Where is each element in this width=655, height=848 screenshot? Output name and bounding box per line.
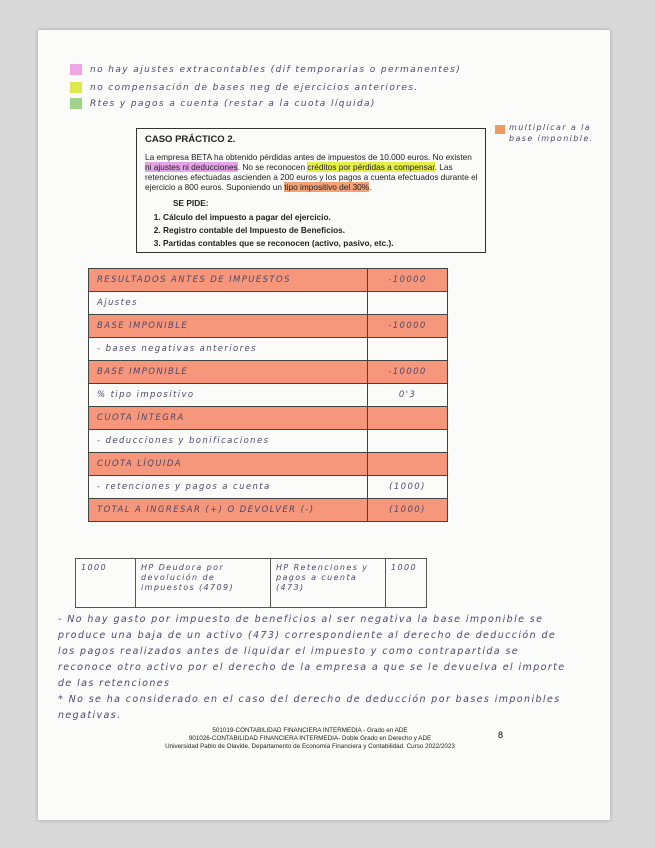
row-value: 0'3 (368, 384, 448, 407)
highlight-orange: tipo impositivo del 30% (284, 182, 370, 192)
row-label: BASE IMPONIBLE (89, 315, 368, 338)
pink-swatch-icon (70, 64, 82, 75)
table-row (89, 361, 448, 384)
table-row (89, 499, 448, 522)
debit-account: HP Deudora por devolución de impuestos (4709) (136, 559, 271, 607)
table-row (89, 430, 448, 453)
table-row (89, 476, 448, 499)
statement-text: La empresa BETA ha obtenido pérdidas antes de impuestos de 10.000 euros. No existen (145, 152, 472, 162)
credit-amount: 1000 (391, 563, 417, 572)
row-label: - deducciones y bonificaciones (89, 430, 368, 453)
case-statement (145, 152, 479, 192)
legend-text: no hay ajustes extracontables (dif temporarias o permanentes) (90, 64, 462, 75)
note-paragraph: - No hay gasto por impuesto de beneficios al ser negativa la base imponible se produce una baja de un activo (473) correspondiente al derecho de deducción de los pagos realizados antes de liquidar el impuesto y como contrapartida se reconoce otro activo por el derecho de la empresa a que se le devuelva el importe de las retenciones (58, 614, 566, 689)
credit-account: HP Retenciones y pagos a cuenta (473) (271, 559, 386, 607)
row-label: Ajustes (89, 292, 368, 315)
table-row (89, 453, 448, 476)
side-note: multiplicar a la base imponible. (509, 123, 594, 143)
row-label: BASE IMPONIBLE (89, 361, 368, 384)
row-value: -10000 (368, 315, 448, 338)
journal-entry (75, 558, 427, 608)
row-label: TOTAL A INGRESAR (+) O DEVOLVER (-) (89, 499, 368, 522)
legend-item-3 (70, 98, 376, 109)
table-row (89, 292, 448, 315)
page-footer (135, 727, 485, 751)
footer-line: Universidad Pablo de Olavide. Departamento de Economía Financiera y Contabilidad. Curso 2022/2023 (165, 743, 455, 750)
table-row (89, 338, 448, 361)
table-row (89, 269, 448, 292)
row-value (368, 453, 448, 476)
row-value: -10000 (368, 269, 448, 292)
row-label: - bases negativas anteriores (89, 338, 368, 361)
legend-text: no compensación de bases neg de ejercicios anteriores. (90, 82, 419, 93)
legend-item-1 (70, 64, 461, 75)
row-label: RESULTADOS ANTES DE IMPUESTOS (89, 269, 368, 292)
legend-text: Rtes y pagos a cuenta (restar a la cuota líquida) (90, 98, 376, 109)
case-title: CASO PRÁCTICO 2. (145, 134, 236, 145)
row-label: CUOTA ÍNTEGRA (89, 407, 368, 430)
legend-item-2 (70, 82, 419, 93)
note-footnote: * No se ha considerado en el caso del derecho de deducción por bases imponibles negativas. (58, 694, 561, 721)
task-item: 2. Registro contable del Impuesto de Beneficios. (163, 225, 479, 235)
row-value (368, 407, 448, 430)
statement-text: . Las retenciones efectuadas ascienden a 200 euros y los pagos a cuenta efectuados durante el ejercicio a 800 euros. Suponiendo un (145, 162, 478, 192)
row-value (368, 430, 448, 453)
row-label: % tipo impositivo (89, 384, 368, 407)
task-item: 3. Partidas contables que se reconocen (activo, pasivo, etc.). (163, 238, 479, 248)
row-value: (1000) (368, 476, 448, 499)
footer-line: 501019-CONTABILIDAD FINANCIERA INTERMEDIA - Grado en ADE (212, 727, 408, 734)
tax-calculation-table (88, 268, 448, 522)
table-row (89, 315, 448, 338)
row-value: (1000) (368, 499, 448, 522)
row-label: - retenciones y pagos a cuenta (89, 476, 368, 499)
statement-text: . No se reconocen (237, 162, 308, 172)
yellow-swatch-icon (70, 82, 82, 93)
table-row (89, 384, 448, 407)
row-value: -10000 (368, 361, 448, 384)
task-item: 1. Cálculo del impuesto a pagar del ejercicio. (163, 212, 479, 222)
row-label: CUOTA LÍQUIDA (89, 453, 368, 476)
handwritten-notes (58, 612, 578, 724)
footer-line: 901026-CONTABILIDAD FINANCIERA INTERMEDIA- Doble Grado en Derecho y ADE (188, 735, 432, 742)
page-number: 8 (498, 730, 504, 740)
table-row (89, 407, 448, 430)
statement-text: . (369, 182, 372, 192)
row-value (368, 292, 448, 315)
case-box (136, 128, 486, 253)
highlight-yellow: créditos por pérdidas a compensar (307, 162, 435, 172)
highlight-pink: ni ajustes ni deducciones (145, 162, 238, 172)
row-value (368, 338, 448, 361)
task-list (145, 212, 479, 248)
green-swatch-icon (70, 98, 82, 109)
se-pide-label: SE PIDE: (173, 198, 209, 208)
debit-amount: 1000 (76, 559, 136, 607)
